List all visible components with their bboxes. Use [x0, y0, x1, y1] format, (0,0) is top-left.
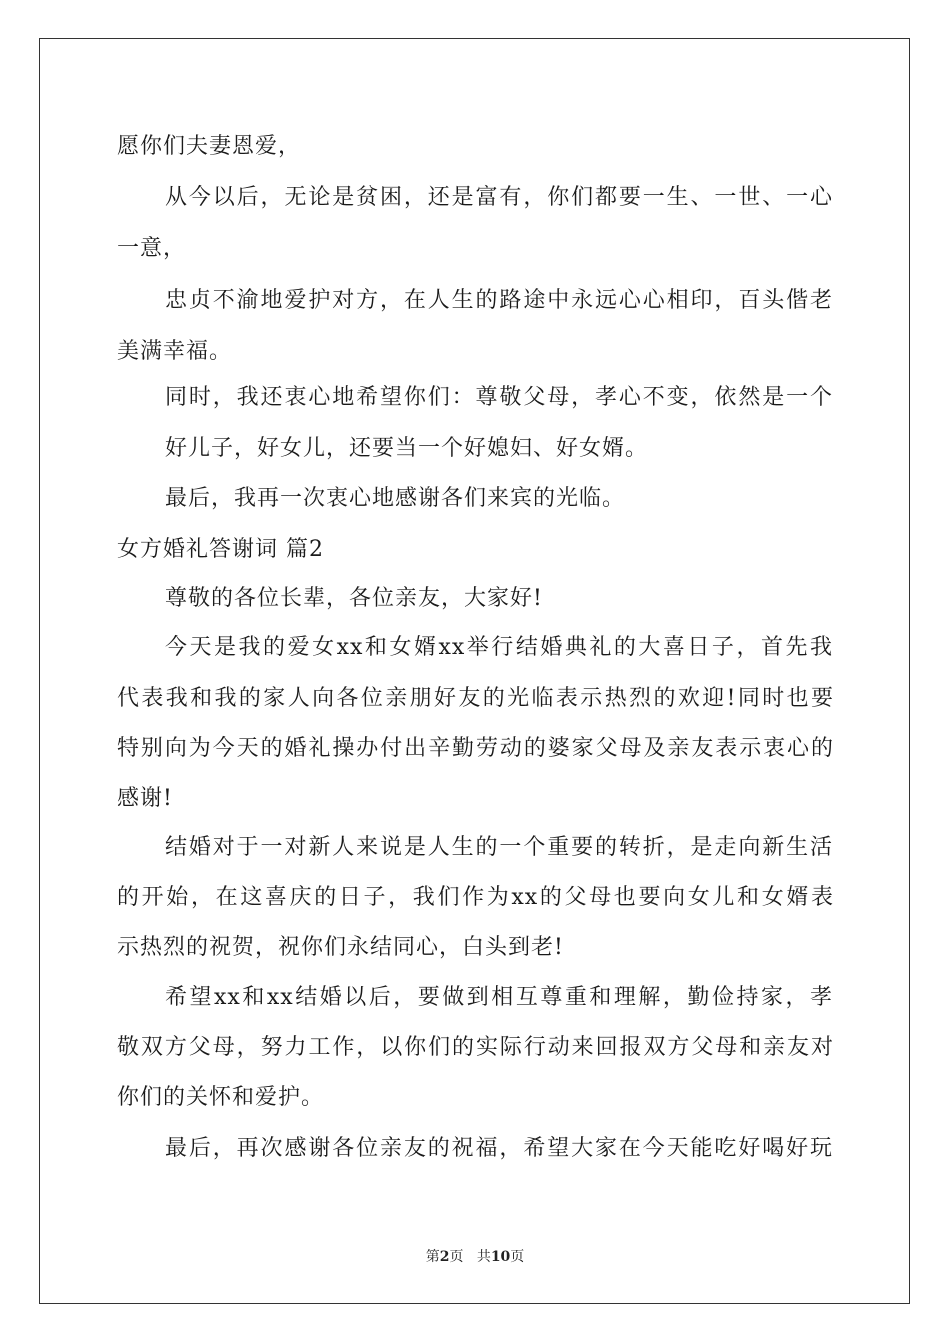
text-line-18: 希望xx和xx结婚以后，要做到相互尊重和理解，勤俭持家，孝 — [165, 985, 833, 1010]
page-border — [39, 38, 910, 1304]
text-line-20: 你们的关怀和爱护。 — [117, 1085, 325, 1110]
text-line-21: 最后，再次感谢各位亲友的祝福，希望大家在今天能吃好喝好玩 — [165, 1136, 833, 1161]
text-line-19: 敬双方父母，努力工作，以你们的实际行动来回报双方父母和亲友对 — [117, 1035, 834, 1060]
footer-page-current: 2 — [439, 1249, 450, 1265]
text-line-1: 愿你们夫妻恩爱， — [117, 134, 302, 159]
text-line-8: 最后，我再一次衷心地感谢各们来宾的光临。 — [165, 486, 626, 511]
text-line-17: 示热烈的祝贺，祝你们永结同心，白头到老! — [117, 935, 564, 960]
footer-total-prefix: 共 — [476, 1249, 491, 1265]
text-line-7: 好儿子，好女儿，还要当一个好媳妇、好女婿。 — [165, 436, 649, 461]
text-line-14: 感谢! — [117, 786, 173, 811]
footer-page-total: 10 — [490, 1249, 511, 1265]
text-line-4: 忠贞不渝地爱护对方，在人生的路途中永远心心相印，百头偕老 — [165, 288, 833, 313]
section-heading: 女方婚礼答谢词 篇2 — [117, 537, 324, 562]
text-line-11: 今天是我的爱女xx和女婿xx举行结婚典礼的大喜日子，首先我 — [165, 635, 833, 660]
footer-total-suffix: 页 — [510, 1249, 525, 1265]
text-line-3: 一意， — [117, 236, 187, 261]
text-line-10: 尊敬的各位长辈，各位亲友，大家好! — [165, 586, 543, 611]
text-line-5: 美满幸福。 — [117, 339, 233, 364]
text-line-13: 特别向为今天的婚礼操办付出辛勤劳动的婆家父母及亲友表示衷心的 — [117, 736, 834, 761]
footer-page-suffix: 页 — [449, 1249, 464, 1265]
text-line-15: 结婚对于一对新人来说是人生的一个重要的转折，是走向新生活 — [165, 835, 833, 860]
footer-page-prefix: 第 — [425, 1249, 440, 1265]
text-line-6: 同时，我还衷心地希望你们：尊敬父母，孝心不变，依然是一个 — [165, 385, 833, 410]
text-line-16: 的开始，在这喜庆的日子，我们作为xx的父母也要向女儿和女婿表 — [117, 885, 834, 910]
text-line-12: 代表我和我的家人向各位亲朋好友的光临表示热烈的欢迎!同时也要 — [117, 686, 834, 711]
page-footer — [0, 1248, 950, 1266]
text-line-2: 从今以后，无论是贫困，还是富有，你们都要一生、一世、一心 — [165, 185, 833, 210]
